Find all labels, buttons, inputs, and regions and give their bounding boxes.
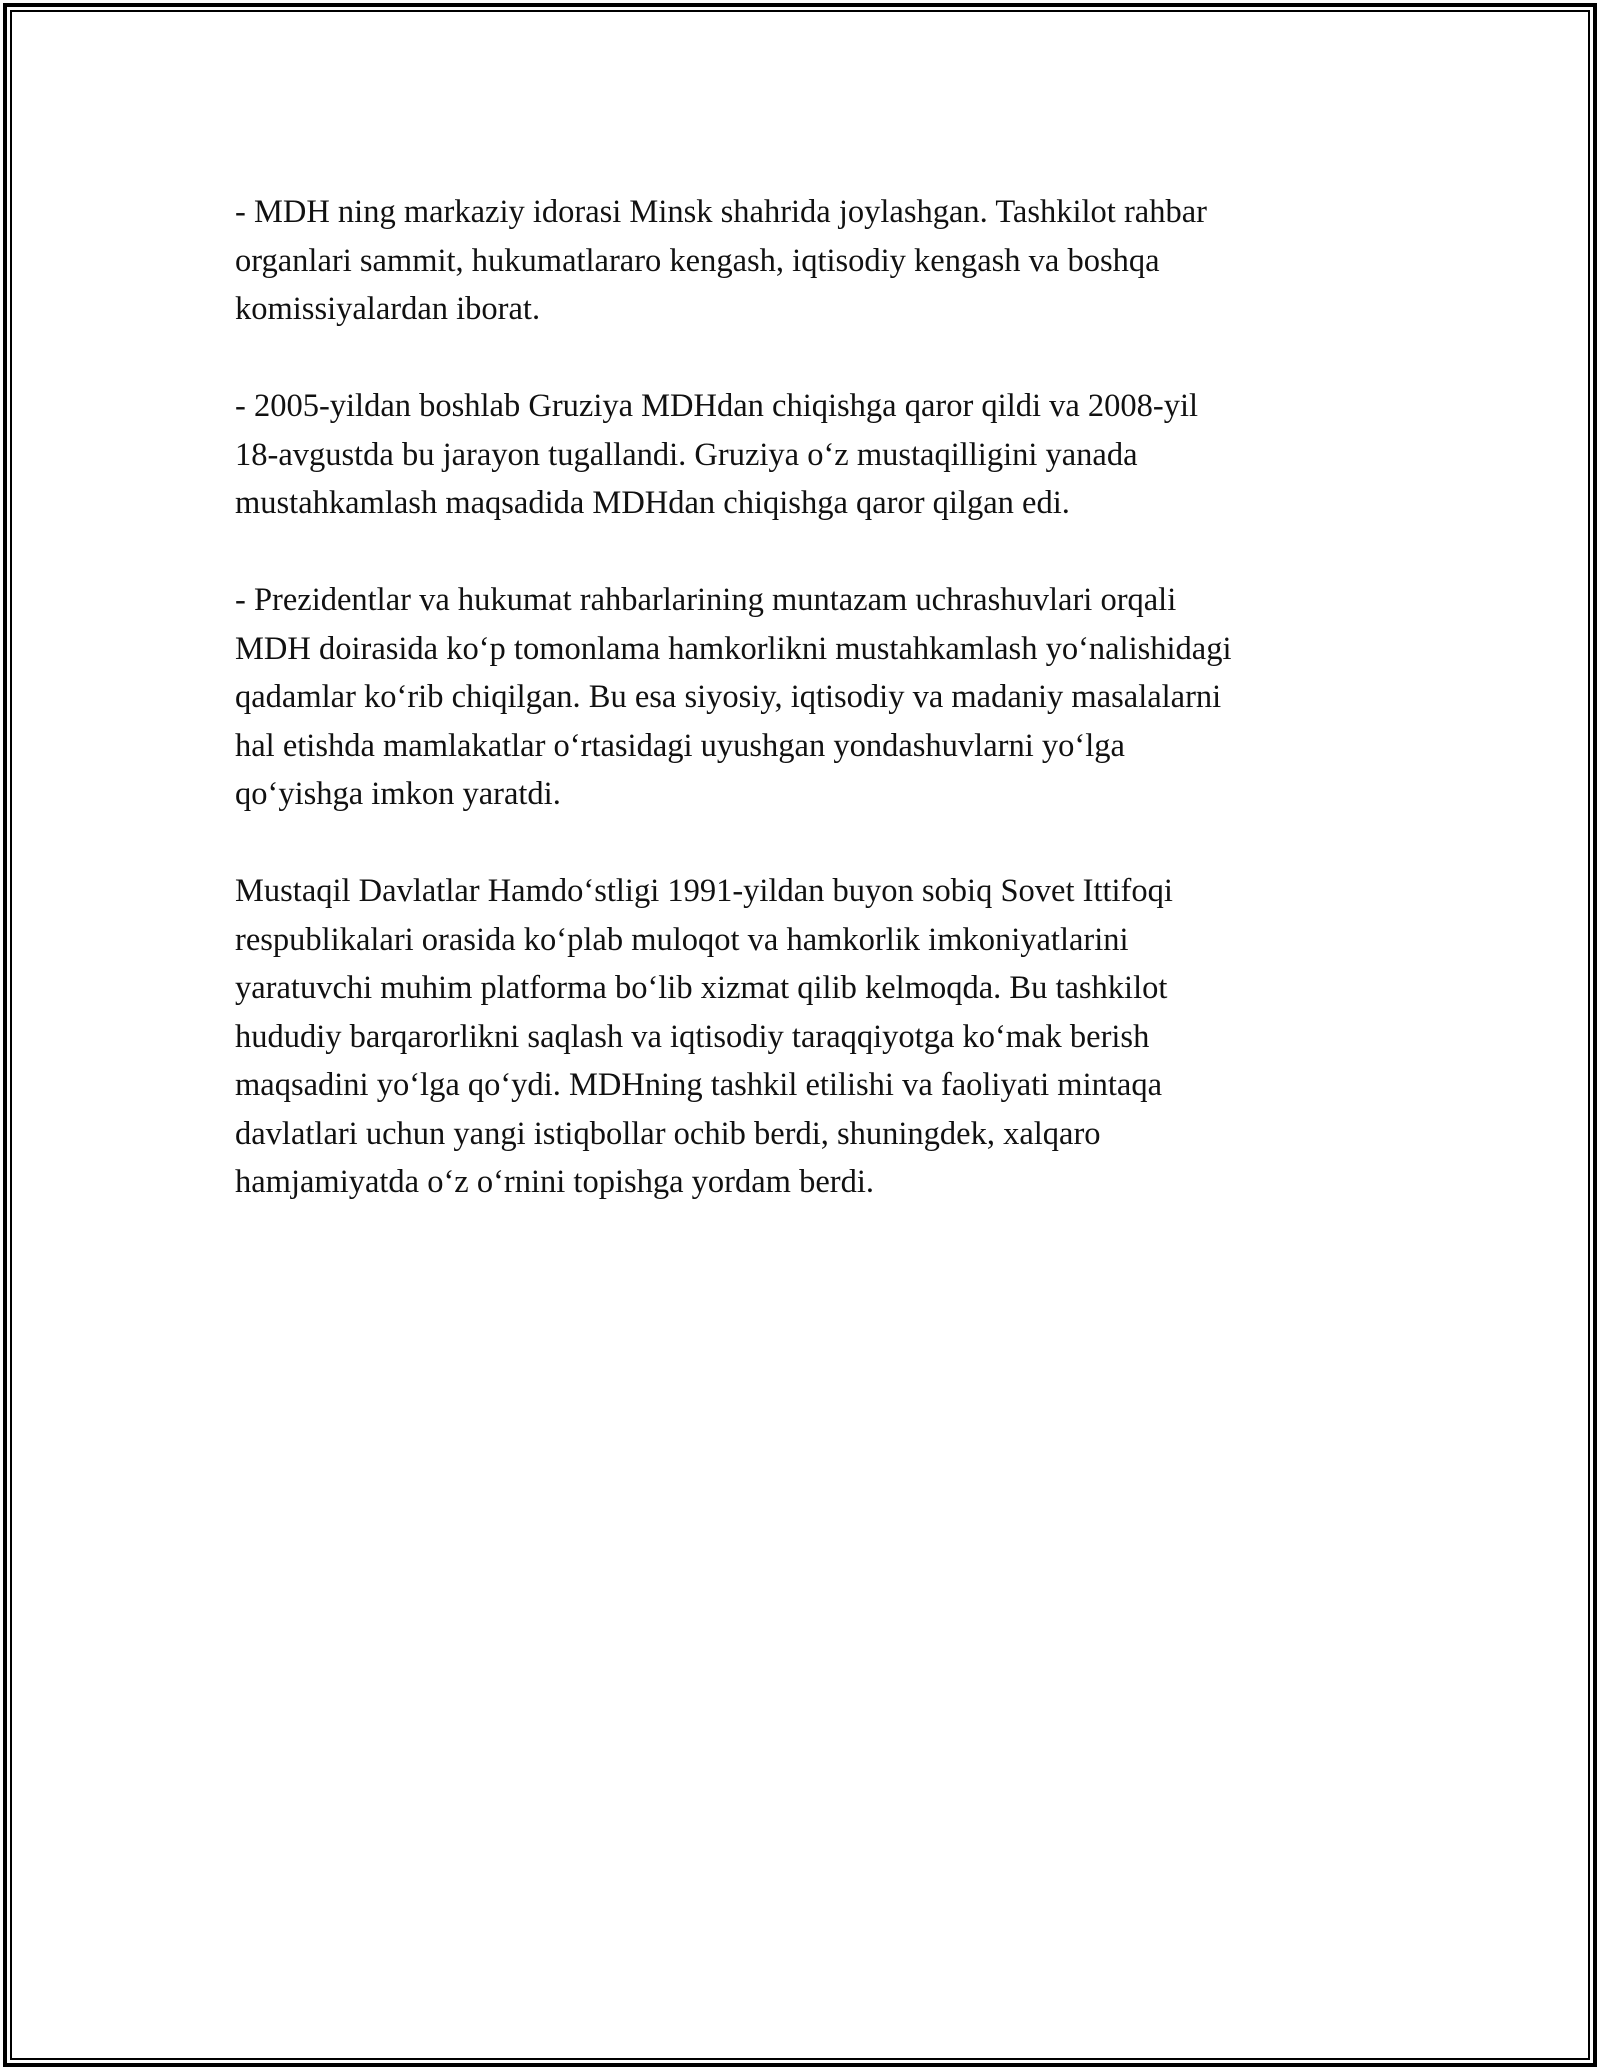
document-body [235, 188, 1375, 1255]
paragraph-georgia-withdrawal: - 2005-yildan boshlab Gruziya MDHdan chiqishga qaror qildi va 2008-yil 18-avgustda bu jarayon tugallandi. Gruziya o‘z mustaqilligini yanada mustahkamlash maqsadida MDHdan chiqishga qaror qilgan edi. [235, 388, 1199, 521]
paragraph-conclusion: Mustaqil Davlatlar Hamdo‘stligi 1991-yildan buyon sobiq Sovet Ittifoqi respublikalari orasida ko‘plab muloqot va hamkorlik imkoniyatlarini yaratuvchi muhim platforma bo‘lib xizmat qilib kelmoqda. Bu tashkilot hududiy barqarorlikni saqlash va iqtisodiy taraqqiyotga ko‘mak berish maqsadini yo‘lga qo‘ydi. MDHning tashkil etilishi va faoliyati mintaqa davlatlari uchun yangi istiqbollar ochib berdi, shuningdek, xalqaro hamjamiyatda o‘z o‘rnini topishga yordam berdi. [235, 873, 1173, 1200]
paragraph-mdh-headquarters: - MDH ning markaziy idorasi Minsk shahrida joylashgan. Tashkilot rahbar organlari sammit, hukumatlararo kengash, iqtisodiy kengash va boshqa komissiyalardan iborat. [235, 194, 1207, 327]
paragraph-leaders-meetings: - Prezidentlar va hukumat rahbarlarining muntazam uchrashuvlari orqali MDH doirasida ko‘p tomonlama hamkorlikni mustahkamlash yo‘nalishidagi qadamlar ko‘rib chiqilgan. Bu esa siyosiy, iqtisodiy va madaniy masalalarni hal etishda mamlakatlar o‘rtasidagi uyushgan yondashuvlarni yo‘lga qo‘yishga imkon yaratdi. [235, 582, 1232, 812]
